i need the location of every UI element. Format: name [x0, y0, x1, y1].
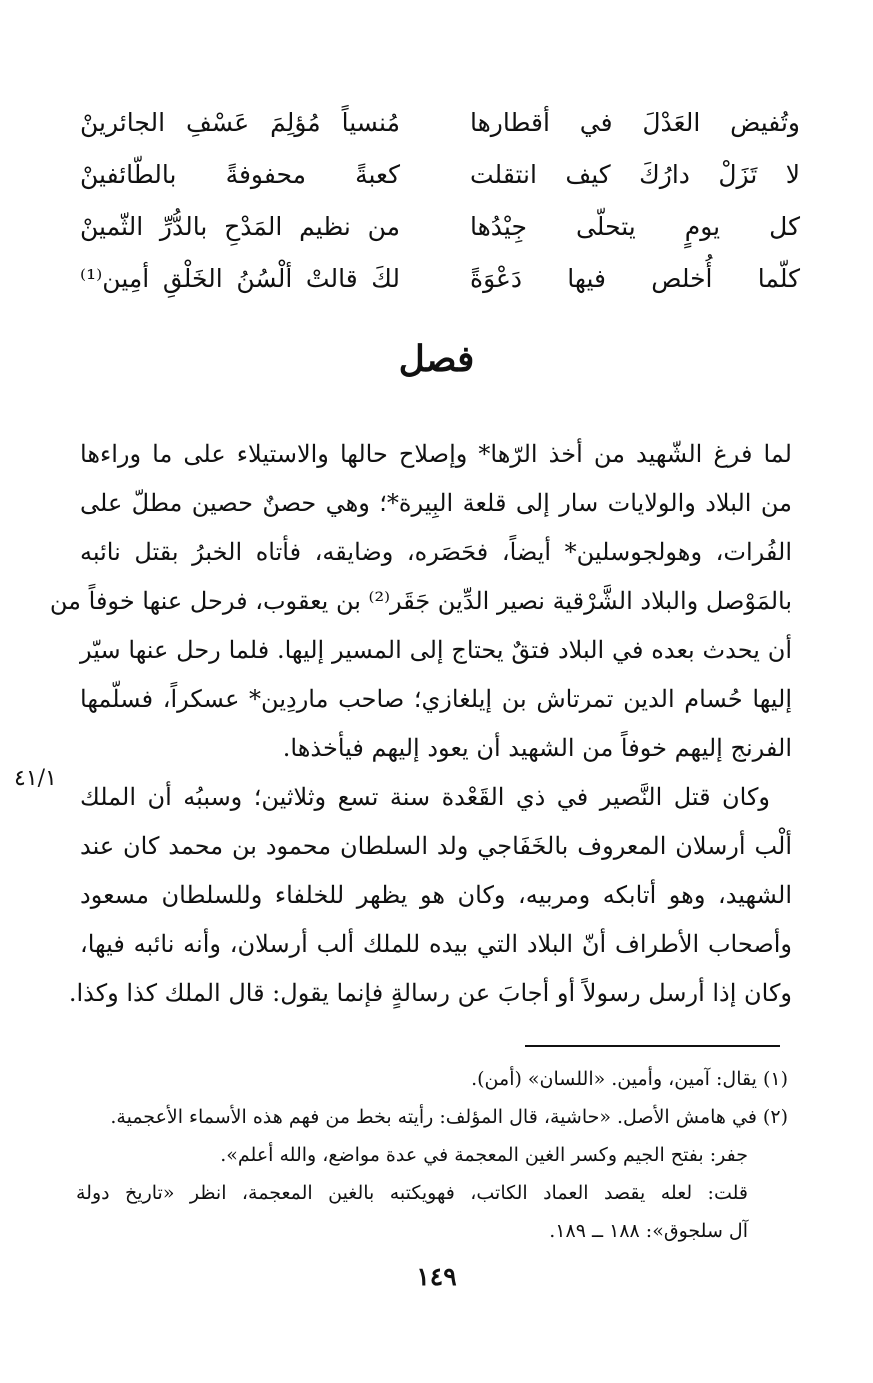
body-line: من البلاد والولايات سار إلى قلعة البِيرة*؛ وهي حصنٌ حصين مطلّ على [80, 489, 792, 517]
body-line: الفرنج إليهم خوفاً من الشهيد أن يعود إليهم فيأخذها. [282, 734, 792, 762]
body-line: وأصحاب الأطراف أنّ البلاد التي بيده للملك ألب أرسلان، وأنه نائبه فيها، [80, 930, 792, 958]
poem-verse [80, 252, 800, 304]
poem-verse [80, 200, 800, 252]
page-number: ١٤٩ [416, 1262, 457, 1291]
margin-reference: ٤١/١ [14, 766, 57, 791]
footnotes [76, 1060, 788, 1250]
verse-second-hemistich: من نظيم المَدْحِ بالدُّرِّ الثّمينْ [80, 211, 400, 241]
footnote-continuation: قلت: لعله يقصد العماد الكاتب، فهويكتبه بالغين المعجمة، انظر «تاريخ دولة [76, 1182, 748, 1204]
footnote: (٢) في هامش الأصل. «حاشية، قال المؤلف: رأيته بخط من فهم هذه الأسماء الأعجمية. [110, 1106, 788, 1128]
poem-verse [80, 96, 800, 148]
body-line: وكان قتل النَّصير في ذي القَعْدة سنة تسع وثلاثين؛ وسببُه أن الملك [80, 783, 770, 811]
poem-verse [80, 148, 800, 200]
footnote-divider [525, 1045, 780, 1047]
verse-first-hemistich: وتُفيض العَدْلَ في أقطارها [470, 107, 800, 137]
body-line: بالمَوْصل والبلاد الشَّرْقية نصير الدِّين جَقَر⁽²⁾ بن يعقوب، فرحل عنها خوفاً من [49, 587, 792, 615]
verse-second-hemistich: مُنسياً مُؤلِمَ عَسْفِ الجائرينْ [80, 107, 400, 137]
body-line: أن يحدث بعده في البلاد فتقٌ يحتاج إلى المسير إليها. فلما رحل عنها سيّر [80, 636, 792, 664]
footnote: (١) يقال: آمين، وأمين. «اللسان» (أمن). [471, 1068, 788, 1090]
body-line: الفُرات، وهولجوسلين* أيضاً، فحَصَره، وضايقه، فأتاه الخبرُ بقتل نائبه [80, 538, 792, 566]
verse-first-hemistich: لا تَزَلْ دارُكَ كيف انتقلت [470, 159, 800, 189]
poem [80, 96, 800, 304]
body-text [49, 430, 792, 1018]
footnote-continuation: جفر: بفتح الجيم وكسر الغين المعجمة في عدة مواضع، والله أعلم». [220, 1144, 748, 1166]
verse-second-hemistich: كعبةً محفوفةً بالطّائفينْ [80, 159, 400, 189]
body-line: إليها حُسام الدين تمرتاش بن إيلغازي؛ صاحب ماردِين* عسكراً، فسلّمها [80, 685, 792, 713]
verse-first-hemistich: كلّما أُخلص فيها دَعْوَةً [470, 263, 800, 293]
verse-second-hemistich: لكَ قالتْ ألْسُنُ الخَلْقِ أمِين⁽¹⁾ [80, 263, 400, 293]
section-heading: فصل [398, 338, 475, 380]
body-line: الشهيد، وهو أتابكه ومربيه، وكان هو يظهر للخلفاء وللسلطان مسعود [80, 881, 792, 909]
body-line: لما فرغ الشّهيد من أخذ الرّها* وإصلاح حالها والاستيلاء على ما وراءها [80, 440, 792, 468]
body-line: ألْب أرسلان المعروف بالخَفَاجي ولد السلطان محمود بن محمد كان عند [80, 832, 792, 860]
footnote-continuation: آل سلجوق»: ١٨٨ ــ ١٨٩. [549, 1220, 748, 1242]
verse-first-hemistich: كل يومٍ يتحلّى جِيْدُها [470, 211, 800, 241]
body-line: وكان إذا أرسل رسولاً أو أجابَ عن رسالةٍ فإنما يقول: قال الملك كذا وكذا. [68, 979, 792, 1007]
